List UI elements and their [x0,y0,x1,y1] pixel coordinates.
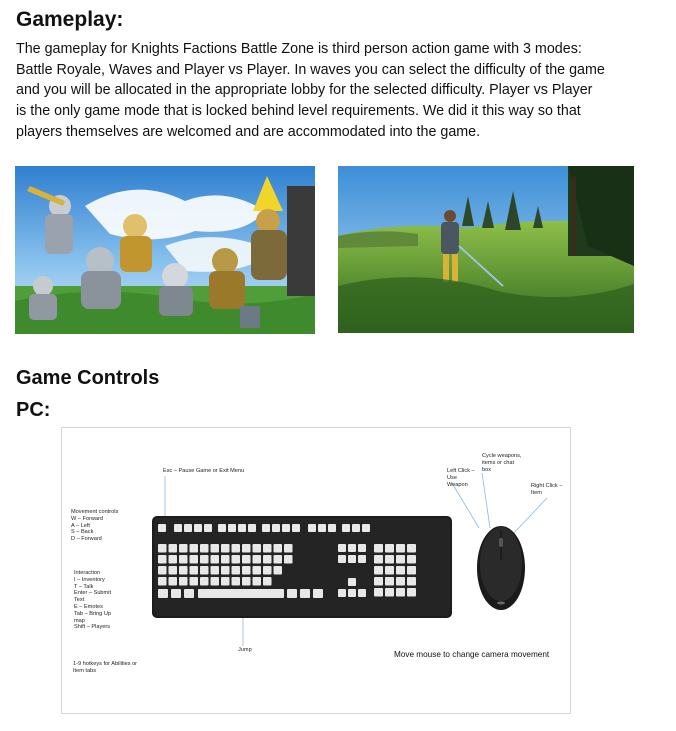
keyboard-key [396,555,405,564]
gameplay-paragraph [16,39,666,143]
keyboard-key [274,544,283,553]
keyboard-key [396,566,405,575]
keyboard-key [200,544,209,553]
keyboard-key [158,524,166,532]
keyboard-key [374,555,383,564]
keyboard-key [284,544,293,553]
keyboard-key [253,577,262,586]
field-screenshot [338,166,634,333]
keyboard-key [352,524,360,532]
keyboard-key [348,578,356,586]
keyboard-key [158,589,168,598]
keyboard-key [342,524,350,532]
game-controls-heading: Game Controls [16,367,160,389]
esc-annotation: Esc – Pause Game or Exit Menu [163,468,245,474]
keyboard-key [284,555,293,564]
keyboard-key [169,555,178,564]
annotation-line: Right Click – [531,483,563,489]
keyboard-key [407,566,416,575]
keyboard-key [169,577,178,586]
annotation-line: Use [447,474,457,481]
keyboard-key [348,555,356,563]
keyboard-key [221,544,230,553]
keyboard-key [292,524,300,532]
keyboard-key [358,555,366,563]
keyboard-key [396,588,405,597]
keyboard-key [253,555,262,564]
keyboard-key [179,577,188,586]
annotation-line: Text [74,597,85,604]
keyboard-key [374,566,383,575]
annotation-line: I – Inventory [74,576,105,583]
keyboard-key [232,555,241,564]
keyboard-key [200,555,209,564]
keyboard-key [242,555,251,564]
keyboard-key [194,524,202,532]
keyboard-key [221,577,230,586]
keyboard-key [300,589,310,598]
annotation-line: Item tabs [73,667,97,674]
annotation-line: Weapon [447,481,468,488]
keyboard-key [179,555,188,564]
keyboard-key [263,577,272,586]
left-click-annotation [447,468,475,488]
keyboard-key [253,544,262,553]
keyboard-key [200,577,209,586]
annotation-line: T – Talk [74,583,94,590]
keyboard-key [158,577,167,586]
annotation-line: A – Left [71,522,90,529]
pc-controls-diagram [61,427,571,714]
keyboard-key [179,566,188,575]
keyboard-key [184,524,192,532]
paragraph-line: players themselves are welcomed and are accommodated into the game. [16,123,481,140]
keyboard-key [211,544,220,553]
keyboard-key [374,544,383,553]
keyboard-key [374,588,383,597]
mouse-movement-annotation: Move mouse to change camera movement [394,650,550,659]
keyboard-key [274,555,283,564]
gameplay-heading: Gameplay: [16,8,124,31]
keyboard-key [242,577,251,586]
hotkeys-annotation [73,661,137,675]
keyboard-key [221,555,230,564]
keyboard-key [338,589,346,597]
paragraph-line: Battle Royale, Waves and Player vs Player. In waves you can select the difficulty of the game [16,61,605,78]
annotation-line: Shift – Players [74,624,111,631]
keyboard-key [158,555,167,564]
keyboard-key [211,566,220,575]
keyboard-key [174,524,182,532]
annotation-line: E – Emotes [74,603,103,610]
keyboard-key [358,544,366,552]
keyboard-key [190,555,199,564]
keyboard-key [362,524,370,532]
keyboard-key [232,566,241,575]
annotation-line: Cycle weapons, [482,453,522,459]
keyboard-key [238,524,246,532]
keyboard-key [407,544,416,553]
keyboard-key [348,589,356,597]
keyboard-key [200,566,209,575]
keyboard-key [179,544,188,553]
keyboard-key [242,544,251,553]
pc-heading: PC: [16,399,51,421]
keyboard-key [308,524,316,532]
keyboard-key [287,589,297,598]
keyboard-key [232,577,241,586]
keyboard-key [282,524,290,532]
right-click-annotation [531,483,562,497]
keyboard-key [184,589,194,598]
annotation-line: Movement controls [71,509,119,515]
keyboard-key [385,544,394,553]
paragraph-line: and you will be allocated in the appropriate lobby for the selected difficulty. Player vs Player [16,82,593,99]
keyboard-key [407,555,416,564]
annotation-line: items or chat [482,459,515,466]
keyboard-key [190,566,199,575]
keyboard-key [158,566,167,575]
annotation-line: Item [531,489,542,496]
movement-controls-annotation [71,509,118,543]
keyboard-key [211,555,220,564]
keyboard-key [263,566,272,575]
annotation-line: Enter – Submit [74,590,111,597]
keyboard-key [221,566,230,575]
knights-charge-screenshot [15,166,315,334]
annotation-line: 1-9 hotkeys for Abilities or [73,661,138,667]
keyboard-key [198,589,284,598]
keyboard-key [407,588,416,597]
keyboard-key [190,577,199,586]
keyboard-key [253,566,262,575]
keyboard-key [248,524,256,532]
paragraph-line: The gameplay for Knights Factions Battle Zone is third person action game with 3 modes: [16,41,582,57]
paragraph-line: is the only game mode that is locked behind level requirements. We did it this way so that [16,103,581,120]
annotation-line: W – Forward [71,515,104,522]
annotation-line: S – Back [71,529,94,536]
keyboard-key [338,544,346,552]
keyboard-key [338,555,346,563]
keyboard-key [328,524,336,532]
keyboard-key [396,577,405,586]
keyboard-key [374,577,383,586]
keyboard-key [158,544,167,553]
keyboard-key [169,544,178,553]
keyboard-key [242,566,251,575]
jump-annotation: Jump [238,647,252,653]
keyboard-key [272,524,280,532]
keyboard-key [262,524,270,532]
keyboard-key [218,524,226,532]
annotation-line: box [482,466,492,473]
annotation-line: Interaction [74,570,101,576]
annotation-line: Tab – Bring Up [74,610,112,617]
cycle-weapons-annotation [482,453,522,473]
interaction-annotation [74,570,111,631]
keyboard-key [211,577,220,586]
annotation-line: Left Click – [447,468,475,474]
keyboard-key [171,589,181,598]
keyboard-key [407,577,416,586]
keyboard-key [263,544,272,553]
keyboard-key [385,588,394,597]
annotation-line: D – Forward [71,536,102,543]
keyboard-key [385,566,394,575]
keyboard-key [190,544,199,553]
keyboard-key [232,544,241,553]
annotation-line: map [74,617,85,624]
keyboard-key [385,577,394,586]
keyboard-key [204,524,212,532]
keyboard-key [263,555,272,564]
keyboard-key [358,589,366,597]
keyboard-key [169,566,178,575]
keyboard-key [348,544,356,552]
keyboard-key [396,544,405,553]
keyboard-key [318,524,326,532]
keyboard-key [274,566,283,575]
keyboard-key [313,589,323,598]
keyboard-key [385,555,394,564]
keyboard-key [228,524,236,532]
